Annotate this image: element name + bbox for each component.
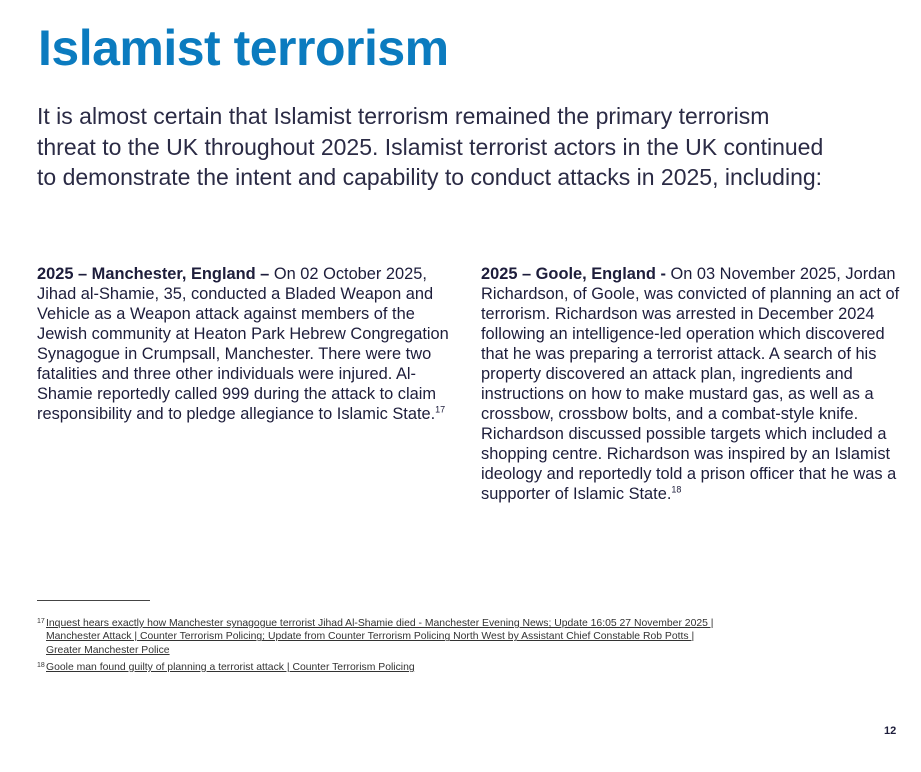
case-goole [481,264,901,504]
footnote-link[interactable]: Goole man found guilty of planning a terrorist attack | Counter Terrorism Policing [46,661,415,673]
case-lead: 2025 – Manchester, England – [37,265,270,283]
footnote-number: 17 [37,618,45,625]
footnote-18 [37,661,717,674]
case-lead: 2025 – Goole, England - [481,265,666,283]
case-manchester [37,264,457,424]
footnote-link[interactable]: Inquest hears exactly how Manchester synagogue terrorist Jihad Al-Shamie died - Manchester Evening News; Update 16:05 27 November 2025 | Manchester Attack | Counter Terrorism Policing; Update from Counter Terrorism Policing North West by Assistant Chief Constable Rob Potts | Greater Manchester Police [46,618,714,656]
intro-paragraph: It is almost certain that Islamist terrorism remained the primary terrorism threat to the UK throughout 2025. Islamist terrorist actors in the UK continued to demonstrate the intent and capability to conduct attacks in 2025, including: [37,103,824,190]
footnotes [37,617,717,678]
case-body: On 02 October 2025, Jihad al-Shamie, 35, conducted a Bladed Weapon and Vehicle as a Weapon attack against members of the Jewish community at Heaton Park Hebrew Congregation Synagogue in Crumpsall, Manchester. There were two fatalities and three other individuals were injured. Al-Shamie reportedly called 999 during the attack to claim responsibility and to pledge allegiance to Islamic State. [37,265,449,423]
footnote-17 [37,617,717,657]
footnote-ref[interactable]: 17 [435,404,446,415]
page-title: Islamist terrorism [38,20,449,76]
page-number: 12 [884,725,897,737]
footnote-number: 18 [37,661,45,669]
footnote-divider [37,600,150,601]
footnote-ref[interactable]: 18 [671,484,682,495]
case-body: On 03 November 2025, Jordan Richardson, of Goole, was convicted of planning an act of terrorism. Richardson was arrested in December 2024 following an intelligence-led operation which discovered that he was preparing a terrorist attack. A search of his property discovered an attack plan, ingredients and instructions on how to make mustard gas, as well as a crossbow, crossbow bolts, and a combat-style knife. Richardson discussed possible targets which included a shopping centre. Richardson was inspired by an Islamist ideology and reportedly told a prison officer that he was a supporter of Islamic State. [481,265,900,503]
